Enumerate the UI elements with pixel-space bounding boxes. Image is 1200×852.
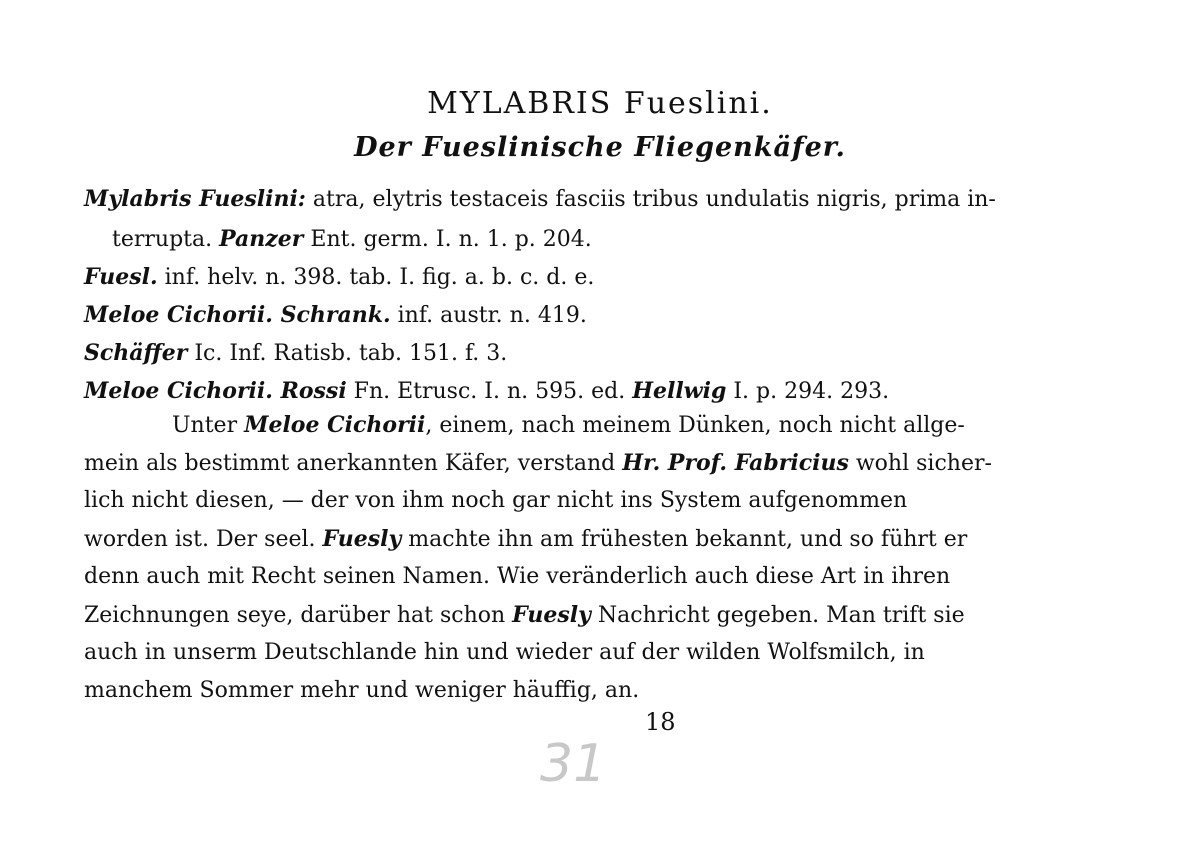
citation-text: Ent. germ. I. n. 1. p. 204. xyxy=(303,227,592,252)
citation-name: Mylabris Fueslini: xyxy=(84,186,306,212)
citation-line xyxy=(112,226,592,252)
citation-text: I. p. 294. 293. xyxy=(726,379,890,404)
paragraph-text: , einem, nach meinem Dünken, noch nicht allge- xyxy=(425,413,965,438)
citation-line xyxy=(84,378,889,404)
paragraph-text: manchem Sommer mehr und weniger häuffig, an. xyxy=(84,678,640,703)
paragraph-line xyxy=(172,412,965,438)
paragraph-line xyxy=(84,488,907,513)
paragraph-text: wohl sicher- xyxy=(848,451,992,476)
pencil-mark: 31 xyxy=(540,734,607,794)
paragraph-italic: Meloe Cichorii xyxy=(244,412,426,438)
citation-name: Meloe Cichorii. Rossi xyxy=(84,378,347,404)
title-genus: MYLABRIS xyxy=(427,86,613,121)
paragraph-text: worden ist. Der seel. xyxy=(84,527,323,552)
paragraph-italic: Fuesly xyxy=(512,602,591,628)
paragraph-text: denn auch mit Recht seinen Namen. Wie veränderlich auch diese Art in ihren xyxy=(84,564,951,589)
citation-text: terrupta. xyxy=(112,227,220,252)
paragraph-line xyxy=(84,640,925,665)
citation-name: Panzer xyxy=(219,226,304,252)
citation-text: Fn. Etrusc. I. n. 595. ed. xyxy=(346,379,633,404)
citation-line xyxy=(84,186,996,212)
page-subtitle: Der Fueslinische Fliegenkäfer. xyxy=(354,132,846,163)
paragraph-line xyxy=(84,564,950,589)
paragraph-text: Unter xyxy=(172,413,245,438)
paragraph-line xyxy=(84,450,992,476)
citation-text: atra, elytris testaceis fasciis tribus undulatis nigris, prima in- xyxy=(305,187,996,212)
citation-name: Fuesl. xyxy=(84,264,158,290)
citation-name: Hellwig xyxy=(632,378,727,404)
citation-text: Ic. Inf. Ratisb. tab. 151. f. 3. xyxy=(187,341,508,366)
title-species: Fueslini. xyxy=(623,86,773,121)
paragraph-text: machte ihn am frühesten bekannt, und so führt er xyxy=(401,527,968,552)
paragraph-text: auch in unserm Deutschlande hin und wieder auf der wilden Wolfsmilch, in xyxy=(84,640,925,665)
page-title xyxy=(0,86,1200,121)
paragraph-line xyxy=(84,526,967,552)
paragraph-italic: Fuesly xyxy=(322,526,402,552)
paragraph-text: lich nicht diesen, — der von ihm noch gar nicht ins System aufgenommen xyxy=(84,488,908,513)
citation-text: inf. helv. n. 398. tab. I. fig. a. b. c. d. e. xyxy=(157,265,595,290)
paragraph-text: mein als bestimmt anerkannten Käfer, verstand xyxy=(84,451,623,476)
paragraph-text: Nachricht gegeben. Man trift sie xyxy=(590,603,965,628)
paragraph-line xyxy=(84,678,639,703)
page-number: 18 xyxy=(645,708,676,736)
citation-line xyxy=(84,340,507,366)
citation-line xyxy=(84,264,594,290)
paragraph-line xyxy=(84,602,965,628)
citation-text: inf. austr. n. 419. xyxy=(390,303,587,328)
citation-line xyxy=(84,302,587,328)
paragraph-text: Zeichnungen seye, darüber hat schon xyxy=(84,603,513,628)
citation-name: Meloe Cichorii. Schrank. xyxy=(84,302,391,328)
paragraph-italic: Hr. Prof. Fabricius xyxy=(622,450,849,476)
citation-name: Schäffer xyxy=(84,340,188,366)
